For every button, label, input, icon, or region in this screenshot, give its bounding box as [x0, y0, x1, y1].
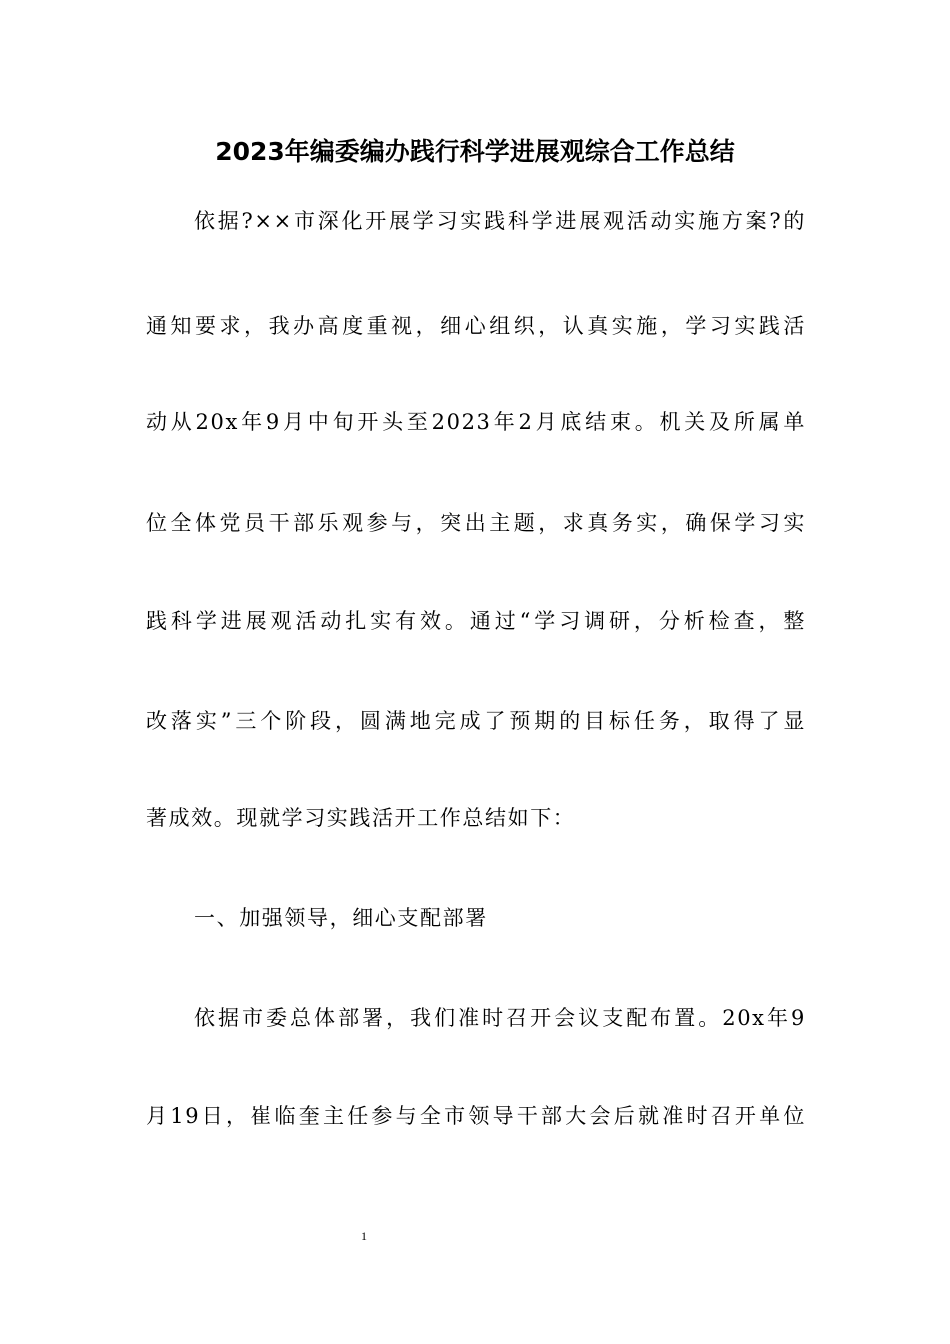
paragraph-line: 位全体党员干部乐观参与，突出主题，求真务实，确保学习实 [146, 511, 806, 535]
paragraph-line: 月19日，崔临奎主任参与全市领导干部大会后就准时召开单位 [146, 1104, 806, 1128]
page-number: 1 [361, 1229, 367, 1243]
paragraph-line: 通知要求，我办高度重视，细心组织，认真实施，学习实践活 [146, 314, 806, 338]
paragraph-line: 依据市委总体部署，我们准时召开会议支配布置。20x年9 [194, 1006, 806, 1030]
section-heading: 一、加强领导，细心支配部署 [194, 906, 488, 930]
paragraph-line: 著成效。现就学习实践活开工作总结如下： [146, 806, 576, 830]
paragraph-line: 依据?××市深化开展学习实践科学进展观活动实施方案?的 [194, 209, 806, 233]
paragraph-line: 改落实”三个阶段，圆满地完成了预期的目标任务，取得了显 [146, 709, 806, 733]
document-title: 2023年编委编办践行科学进展观综合工作总结 [215, 137, 735, 166]
paragraph-line: 动从20x年9月中旬开头至2023年2月底结束。机关及所属单 [146, 410, 806, 434]
paragraph-line: 践科学进展观活动扎实有效。通过“学习调研，分析检查，整 [146, 609, 806, 633]
